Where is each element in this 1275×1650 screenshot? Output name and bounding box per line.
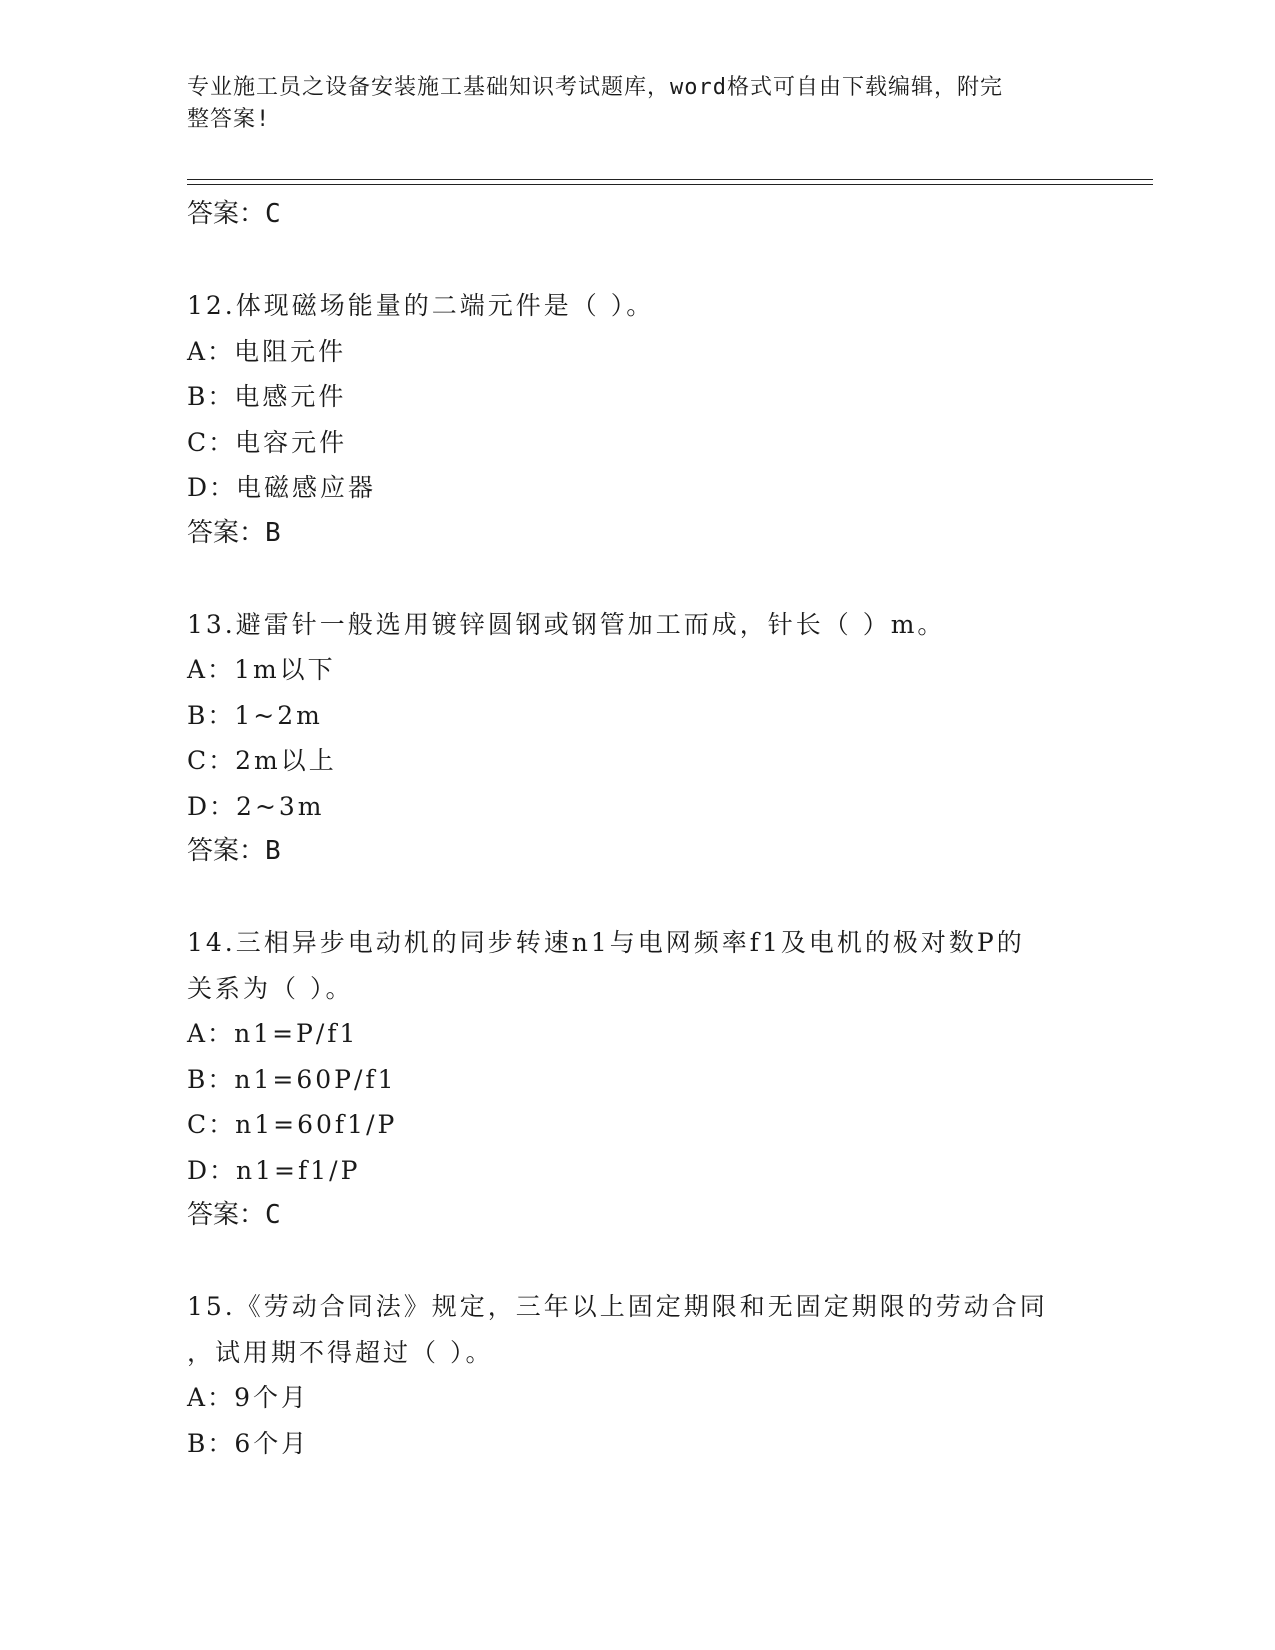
block-spacer [187,1239,1087,1285]
option-item [187,1011,1087,1057]
option-item [187,738,1087,784]
option-label: A： [187,1019,235,1048]
option-item [187,374,1087,420]
option-text: 2~3m [236,791,325,821]
option-item [187,1421,1087,1467]
option-item [187,465,1087,511]
question-block [187,283,1087,602]
question-block [187,602,1087,921]
option-text: n1=P/f1 [234,1019,359,1048]
option-item [187,784,1087,830]
block-spacer [187,238,1087,284]
question-block [187,920,1087,1284]
question-text: 12.体现磁场能量的二端元件是（ ）。 [187,291,655,320]
option-item [187,1102,1087,1148]
question-text: 关系为（ ）。 [187,973,354,1003]
option-label: D： [187,1155,237,1185]
option-item [187,420,1087,466]
option-item [187,1148,1087,1194]
option-text: 1m以下 [234,655,336,684]
option-text: n1=60f1/P [235,1110,398,1139]
header-rule-bottom [187,184,1153,185]
option-label: A： [187,1383,235,1412]
option-item [187,647,1087,693]
option-text: 2m以上 [235,746,337,775]
option-text: 电感元件 [234,382,347,411]
question-block [187,1284,1087,1466]
block-spacer [187,556,1087,602]
option-label: C： [187,427,236,457]
option-label: B： [187,1064,235,1094]
header-line-1: 专业施工员之设备安装施工基础知识考试题库，word格式可自由下载编辑，附完 [187,75,1003,100]
answer-text: 答案：B [187,836,281,866]
option-label: D： [187,791,237,821]
question-list [187,192,1087,1466]
answer-text: 答案：B [187,517,281,548]
answer-text: 答案：C [187,1200,281,1230]
option-text: 6个月 [234,1428,310,1458]
answer-text: 答案：C [187,199,281,229]
option-label: C： [187,1110,236,1139]
option-text: n1=60P/f1 [234,1064,397,1094]
option-item [187,693,1087,739]
previous-answer-block [187,192,1087,283]
option-label: C： [187,746,236,775]
option-label: B： [187,700,235,730]
question-text: 15.《劳动合同法》规定，三年以上固定期限和无固定期限的劳动合同 [187,1292,1048,1321]
option-text: 电磁感应器 [236,473,377,502]
option-label: A： [187,655,235,684]
option-text: 1~2m [234,700,323,730]
option-text: 电容元件 [235,427,348,457]
question-text: 14.三相异步电动机的同步转速n1与电网频率f1及电机的极对数P的 [187,928,1025,957]
document-header [187,72,1067,136]
option-label: D： [187,473,237,502]
block-spacer [187,875,1087,921]
question-text: ，试用期不得超过（ ）。 [187,1337,494,1367]
option-label: A： [187,336,235,366]
option-text: 9个月 [234,1383,309,1412]
option-label: B： [187,382,235,411]
option-label: B： [187,1428,235,1458]
option-item [187,1057,1087,1103]
option-text: n1=f1/P [236,1155,361,1185]
question-text: 13.避雷针一般选用镀锌圆钢或钢管加工而成，针长（ ）m。 [187,609,946,639]
header-rule-top [187,179,1153,180]
header-line-2: 整答案! [187,107,271,132]
option-item [187,1375,1087,1421]
option-text: 电阻元件 [234,336,347,366]
option-item [187,329,1087,375]
